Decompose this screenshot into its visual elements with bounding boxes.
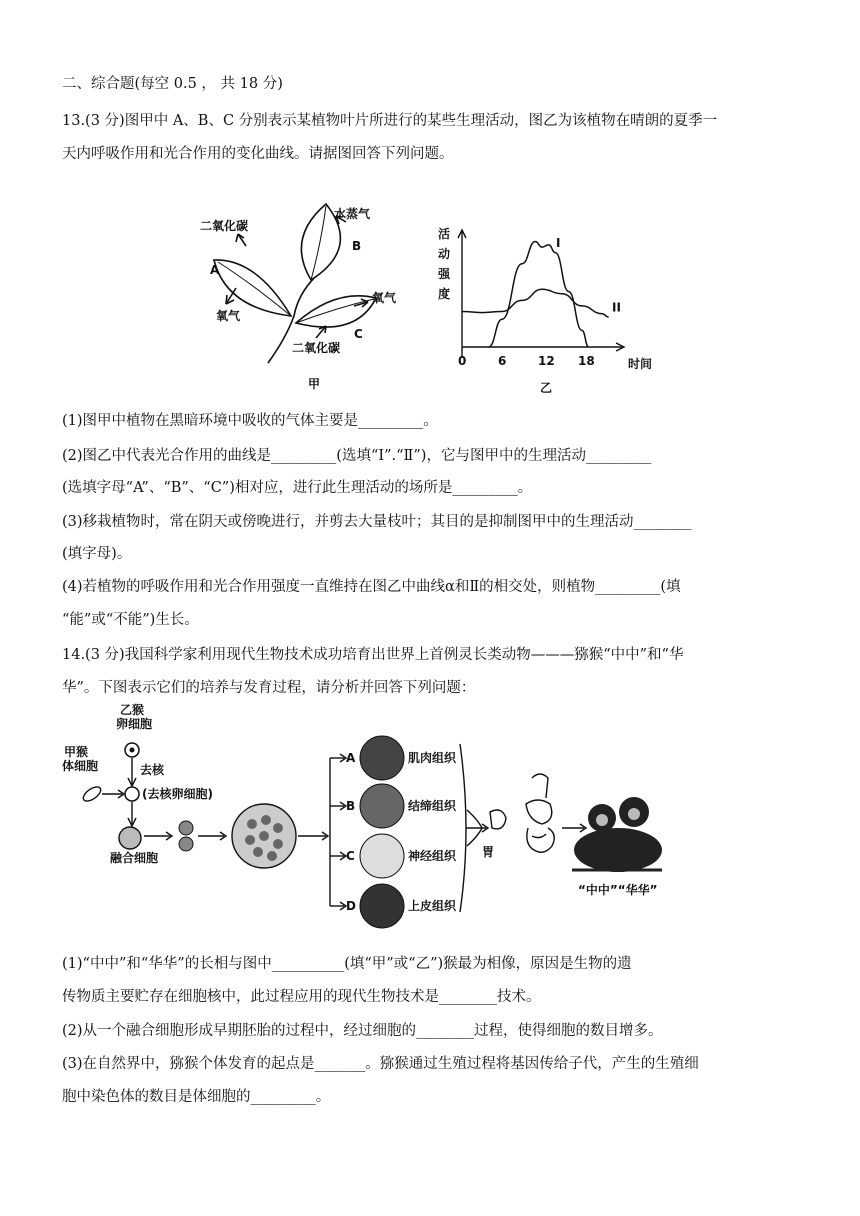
x-tick-label: 12 xyxy=(538,354,555,368)
label-o2-bottom: 氧气 xyxy=(216,309,241,323)
tissue-label: 肌肉组织 xyxy=(408,751,457,765)
enucleated-egg-icon xyxy=(125,787,139,801)
label-enucleated-egg: (去核卵细胞) xyxy=(142,787,213,801)
label-vapor: 水蒸气 xyxy=(334,207,371,221)
section-title: 二、综合题(每空 0.5 ， 共 18 分) xyxy=(62,76,283,92)
fused-cell-icon xyxy=(119,827,141,849)
label-co2-bottom: 二氧化碳 xyxy=(292,341,341,355)
body-cell-icon xyxy=(81,784,103,804)
figure-clone-process xyxy=(62,700,672,930)
x-tick-label: 0 xyxy=(458,354,467,368)
tissue-label: 上皮组织 xyxy=(408,899,457,913)
label-c: C xyxy=(354,327,363,341)
branch-letter: A xyxy=(346,751,356,765)
tissue-branches xyxy=(330,736,457,928)
label-egg-cell: 卵细胞 xyxy=(116,717,153,731)
q13-sub3-line2: (填字母)。 xyxy=(62,546,132,562)
tissue-image xyxy=(360,884,404,928)
q14-sub3-line2: 胞中染色体的数目是体细胞的_________。 xyxy=(62,1089,331,1105)
q14-stem-line1: 14.(3 分)我国科学家利用现代生物技术成功培育出世界上首例灵长类动物———猕猴“中中”和“华 xyxy=(62,647,684,663)
figure-jia xyxy=(196,198,428,398)
label-o2-right: 氧气 xyxy=(372,291,397,305)
monkeys-icon xyxy=(572,797,662,872)
x-tick-label: 18 xyxy=(578,354,595,368)
leaf-left xyxy=(214,260,291,316)
x-tick-labels xyxy=(458,354,595,368)
q13-sub3-line1: (3)移栽植物时，常在阴天或傍晚进行，并剪去大量枝叶；其目的是抑制图甲中的生理活动________ xyxy=(62,514,692,530)
series-line-1 xyxy=(489,242,589,347)
series-label-1: I xyxy=(556,236,561,251)
tissue-brace xyxy=(460,744,466,912)
q13-stem-line2: 天内呼吸作用和光合作用的变化曲线。请据图回答下列问题。 xyxy=(62,146,454,162)
organ-system-icon xyxy=(526,774,554,852)
label-remove-nucleus: 去核 xyxy=(140,763,165,777)
x-tick-label: 6 xyxy=(498,354,507,368)
branch-letter: C xyxy=(346,849,355,863)
label-yi-monkey: 乙猴 xyxy=(120,703,145,717)
label-b: B xyxy=(352,239,362,253)
y-axis-label xyxy=(437,226,451,301)
y-axis-label-char: 强 xyxy=(438,267,451,281)
series-label-2: II xyxy=(612,300,621,315)
y-axis-label-char: 动 xyxy=(438,247,451,261)
tissue-label: 结缔组织 xyxy=(408,799,457,813)
label-monkey-names: “中中”“华华” xyxy=(578,883,658,897)
y-axis-label-char: 活 xyxy=(438,227,451,241)
q13-stem-line1: 13.(3 分)图甲中 A、B、C 分别表示某植物叶片所进行的某些生理活动，图乙为该植物在晴朗的夏季一 xyxy=(62,113,718,129)
q13-sub2-line1: (2)图乙中代表光合作用的曲线是_________(选填“Ⅰ”.“Ⅱ”)，它与图甲中的生理活动_________ xyxy=(62,448,652,464)
q13-sub4-line2: “能”或“不能”)生长。 xyxy=(62,612,199,628)
q14-sub3-line1: (3)在自然界中，猕猴个体发育的起点是_______。猕猴通过生殖过程将基因传给子代，产生的生殖细 xyxy=(62,1056,699,1072)
label-stomach: 胃 xyxy=(482,845,495,859)
series-line-2 xyxy=(462,289,609,317)
q13-sub2-line2: (选填字母“A”、“B”、“C”)相对应，进行此生理活动的场所是_________。 xyxy=(62,480,533,496)
q13-sub4-line1: (4)若植物的呼吸作用和光合作用强度一直维持在图乙中曲线α和Ⅱ的相交处，则植物_________(填 xyxy=(62,579,681,595)
figure-yi-chart xyxy=(436,222,666,398)
q14-sub1-line1: (1)“中中”和“华华”的长相与图中__________(填“甲”或“乙”)猴最为相像，原因是生物的遗 xyxy=(62,956,632,972)
x-axis-label: 时间 xyxy=(628,357,653,371)
two-cell-icon xyxy=(179,821,193,835)
caption-jia: 甲 xyxy=(308,377,321,391)
label-body-cell: 体细胞 xyxy=(62,759,99,773)
y-axis-label-char: 度 xyxy=(438,287,451,301)
label-jia-monkey: 甲猴 xyxy=(64,745,89,759)
branch-letter: D xyxy=(346,899,356,913)
q14-sub2: (2)从一个融合细胞形成早期胚胎的过程中，经过细胞的________过程，使得细胞的数目增多。 xyxy=(62,1023,663,1039)
stomach-icon xyxy=(490,810,506,829)
tissue-label: 神经组织 xyxy=(408,849,457,863)
chart-series xyxy=(462,236,621,347)
label-co2-top: 二氧化碳 xyxy=(200,219,249,233)
branch-letter: B xyxy=(346,799,356,813)
caption-yi: 乙 xyxy=(540,381,553,395)
q14-stem-line2: 华”。下图表示它们的培养与发育过程，请分析并回答下列问题： xyxy=(62,680,476,696)
tissue-image xyxy=(360,784,404,828)
label-fused-cell: 融合细胞 xyxy=(110,851,159,865)
tissue-image xyxy=(360,834,404,878)
q14-sub1-line2: 传物质主要贮存在细胞核中，此过程应用的现代生物技术是________技术。 xyxy=(62,989,541,1005)
label-a: A xyxy=(210,263,220,277)
q13-sub1: (1)图甲中植物在黑暗环境中吸收的气体主要是_________。 xyxy=(62,413,438,429)
tissue-image xyxy=(360,736,404,780)
